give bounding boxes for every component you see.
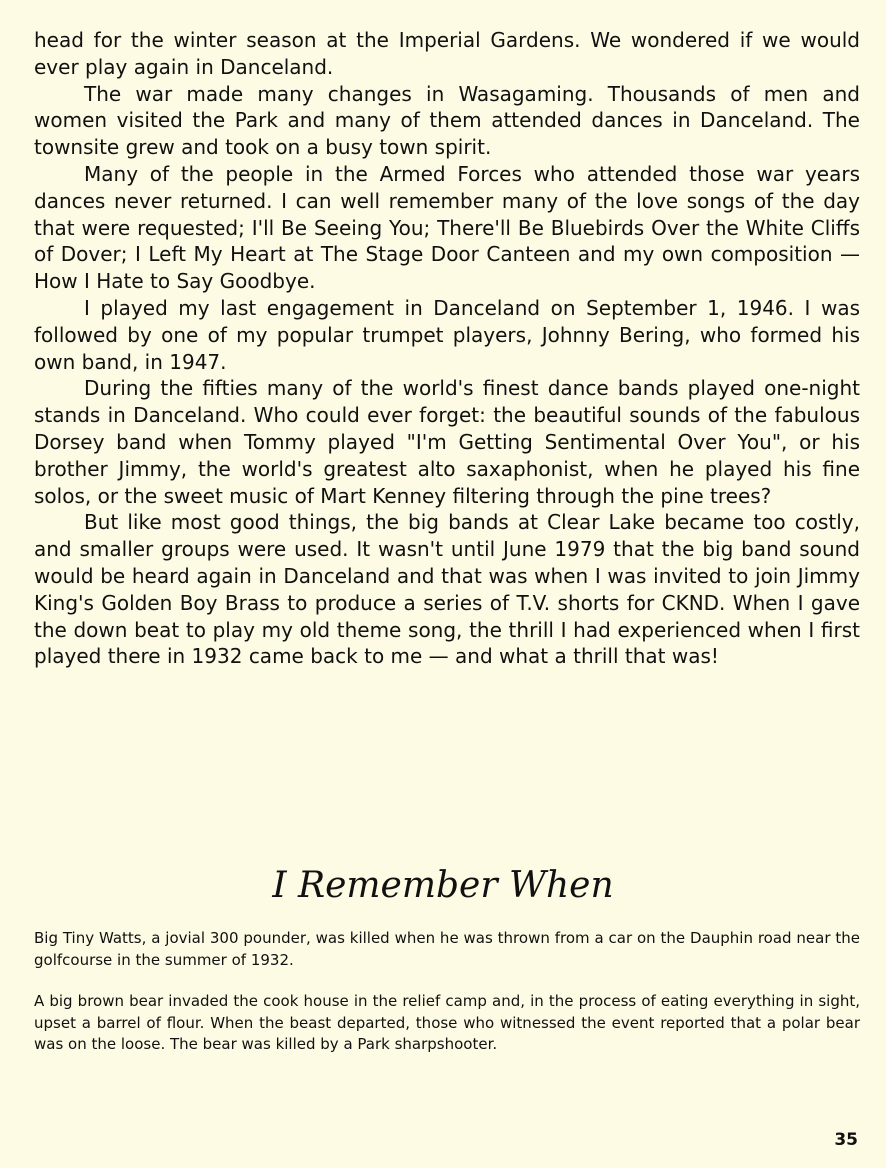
paragraph: head for the winter season at the Imperial Gardens. We wondered if we would ever play again in Danceland. <box>34 28 860 79</box>
paragraph: But like most good things, the big bands at Clear Lake became too costly, and smaller groups were used. It wasn't until June 1979 that the big band sound would be heard again in Danceland and that was when I was invited to join Jimmy King's Golden Boy Brass to produce a series of T.V. shorts for CKND. When I gave the down beat to play my old theme song, the thrill I had experienced when I first played there in 1932 came back to me — and what a thrill that was! <box>34 510 860 669</box>
paragraph: I played my last engagement in Danceland on September 1, 1946. I was followed by one of my popular trumpet players, Johnny Bering, who formed his own band, in 1947. <box>34 295 860 374</box>
main-article-text <box>34 27 860 670</box>
paragraph: The war made many changes in Wasagaming. Thousands of men and women visited the Park and many of them attended dances in Danceland. The townsite grew and took on a busy town spirit. <box>34 81 860 160</box>
anecdote: Big Tiny Watts, a jovial 300 pounder, was killed when he was thrown from a car on the Dauphin road near the golfcourse in the summer of 1932. <box>34 929 860 969</box>
anecdotes-list <box>34 928 860 1076</box>
section-heading: I Remember When <box>272 865 614 906</box>
paragraph: Many of the people in the Armed Forces who attended those war years dances never returned. I can well remember many of the love songs of the day that were requested; I'll Be Seeing You; There'll Be Bluebirds Over the White Cliffs of Dover; I Left My Heart at The Stage Door Canteen and my own composition — How I Hate to Say Goodbye. <box>34 161 860 294</box>
page-number: 35 <box>834 1130 858 1150</box>
paragraph: During the fifties many of the world's finest dance bands played one-night stands in Danceland. Who could ever forget: the beautiful sounds of the fabulous Dorsey band when Tommy played "I'm Getting Sentimental Over You", or his brother Jimmy, the world's greatest alto saxaphonist, when he played his fine solos, or the sweet music of Mart Kenney filtering through the pine trees? <box>34 376 860 508</box>
anecdote: A big brown bear invaded the cook house in the relief camp and, in the process of eating everything in sight, upset a barrel of flour. When the beast departed, those who witnessed the event reported that a polar bear was on the loose. The bear was killed by a Park sharpshooter. <box>34 992 860 1054</box>
